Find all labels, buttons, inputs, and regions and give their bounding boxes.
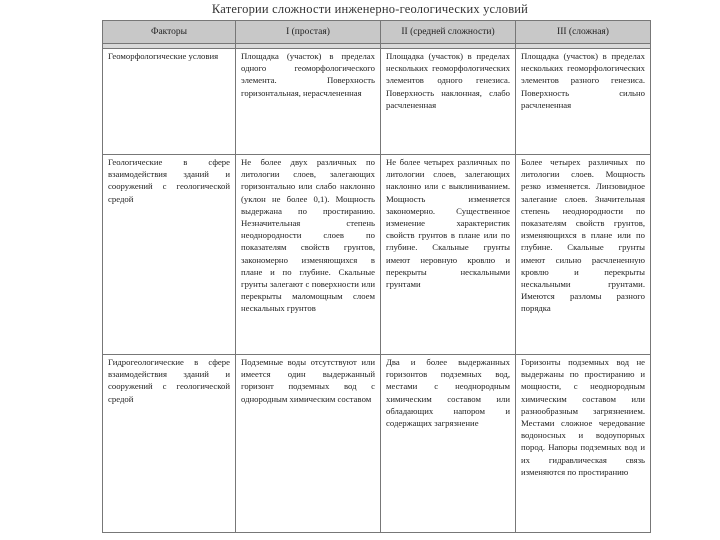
header-medium: II (средней сложности) <box>381 21 516 44</box>
cell-complex: Горизонты подземных вод не выдержаны по простиранию и мощности, с неоднородным химическим составом или разнообразным загрязнением. Местами сложное чередование водоносных и водоупорных пород. Напоры подземных вод и их гидравлическая связь изменяются по простиранию <box>516 355 651 533</box>
table-header-row <box>103 21 651 44</box>
cell-complex: Площадка (участок) в пределах нескольких геоморфологических элементов разного генезиса. Поверхность сильно расчлененная <box>516 49 651 155</box>
cell-medium: Два и более выдержанных горизонтов подземных вод, местами с неоднородным химическим составом или обладающих напором и содержащих загрязнение <box>381 355 516 533</box>
cell-simple: Не более двух различных по литологии слоев, залегающих горизонтально или слабо наклонно (уклон не более 0,1). Мощность выдержана по простиранию. Незначительная степень неоднородности слоев по показателям свойств грунтов, закономерно изменяющихся в плане и по глубине. Скальные грунты залегают с поверхности или перекрыты маломощным слоем нескальных грунтов <box>236 155 381 355</box>
table-row-hydrogeology <box>103 355 651 533</box>
cell-factor: Геоморфологические условия <box>103 49 236 155</box>
cell-medium: Не более четырех различных по литологии слоев, залегающих наклонно или с выклиниванием. Мощность изменяется закономерно. Существенное изменение характеристик свойств грунтов в плане или по глубине. Скальные грунты имеют неровную кровлю и перекрыты нескальными грунтами <box>381 155 516 355</box>
complexity-table <box>102 20 651 533</box>
cell-factor: Гидрогеологические в сфере взаимодействия зданий и сооружений с геологической средой <box>103 355 236 533</box>
header-complex: III (сложная) <box>516 21 651 44</box>
header-simple: I (простая) <box>236 21 381 44</box>
table-row-geomorphology <box>103 49 651 155</box>
cell-medium: Площадка (участок) в пределах нескольких геоморфологических элементов одного генезиса. Поверхность наклонная, слабо расчлененная <box>381 49 516 155</box>
cell-simple: Площадка (участок) в пределах одного геоморфологического элемента. Поверхность горизонтальная, нерасчлененная <box>236 49 381 155</box>
cell-factor: Геологические в сфере взаимодействия зданий и сооружений с геологической средой <box>103 155 236 355</box>
table-row-geology <box>103 155 651 355</box>
cell-simple: Подземные воды отсутствуют или имеется один выдержанный горизонт подземных вод с однородным химическим составом <box>236 355 381 533</box>
header-factors: Факторы <box>103 21 236 44</box>
cell-complex: Более четырех различных по литологии слоев. Мощность резко изменяется. Линзовидное залегание слоев. Значительная степень неоднородности по показателям свойств грунтов, изменяющихся в плане или по глубине. Скальные грунты имеют сильно расчлененную кровлю и перекрыты нескальными грунтами. Имеются разломы разного порядка <box>516 155 651 355</box>
document-title: Категории сложности инженерно-геологических условий <box>211 2 529 16</box>
